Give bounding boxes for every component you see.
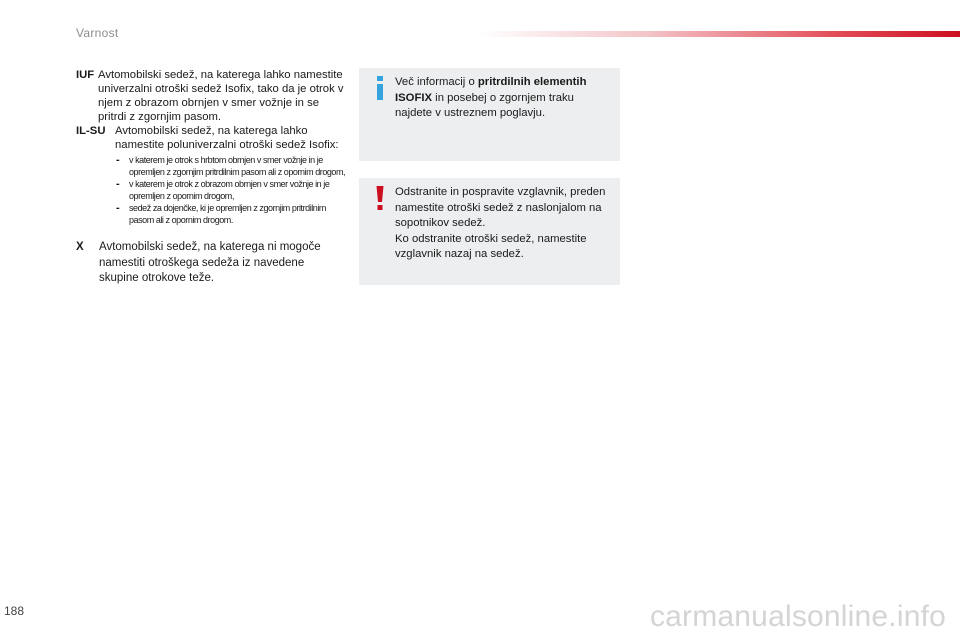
warning-text [395,185,611,263]
info-text: Več informacij o pritrdilnih elementih ISOFIX in posebej o zgornjem traku najdete v ustreznem poglavju. [395,76,587,119]
warning-paragraph-1: Odstranite in pospravite vzglavnik, preden namestite otroški sedež z naslonjalom na sopotnikov sedež. [395,186,606,229]
code-iuf: IUF [76,69,95,81]
warning-box [359,178,620,285]
left-column [76,68,346,287]
info-text-bold: pritrdilnih elementih ISOFIX [395,76,587,104]
text-iuf: Avtomobilski sedež, na katerega lahko namestite univerzalni otroški sedež Isofix, tako da je otrok v njem z obrazom obrnjen v smer vožnje in se pritrdi z zgornjim pasom. [98,69,344,123]
text-il-su: Avtomobilski sedež, na katerega lahko namestite poluniverzalni otroški sedež Isofix: [115,125,339,151]
info-box [359,68,620,161]
watermark: carmanualsonline.info [649,600,946,633]
entry-x [76,240,346,287]
list-item: - v katerem je otrok s hrbtom obrnjen v smer vožnje in je opremljen z zgornjim pritrdilnim pasom ali z opornim drogom, [116,154,346,177]
code-il-su: IL-SU [76,125,106,137]
header-title: Varnost [76,26,119,40]
list-item: - sedež za dojenčke, ki je opremljen z zgornjim pritrdilnim pasom ali z opornim drogom. [116,202,326,225]
list-item: - v katerem je otrok z obrazom obrnjen v smer vožnje in je opremljen z opornim drogom, [116,178,330,201]
code-x: X [76,241,84,253]
il-su-bullet-list [116,154,346,226]
header-accent-bar [480,31,960,37]
page-number: 188 [4,604,25,618]
dash-icon: - [116,178,120,190]
exclamation-icon [373,186,387,210]
entry-iuf [76,68,346,124]
warning-paragraph-2: Ko odstranite otroški sedež, namestite vzglavnik nazaj na sedež. [395,232,587,260]
text-x: Avtomobilski sedež, na katerega ni mogoče namestiti otroškega sedeža iz navedene skupine otrokove teže. [99,241,321,284]
dash-icon: - [116,202,120,214]
entry-il-su [76,124,346,226]
info-icon [373,76,387,100]
dash-icon: - [116,154,120,166]
